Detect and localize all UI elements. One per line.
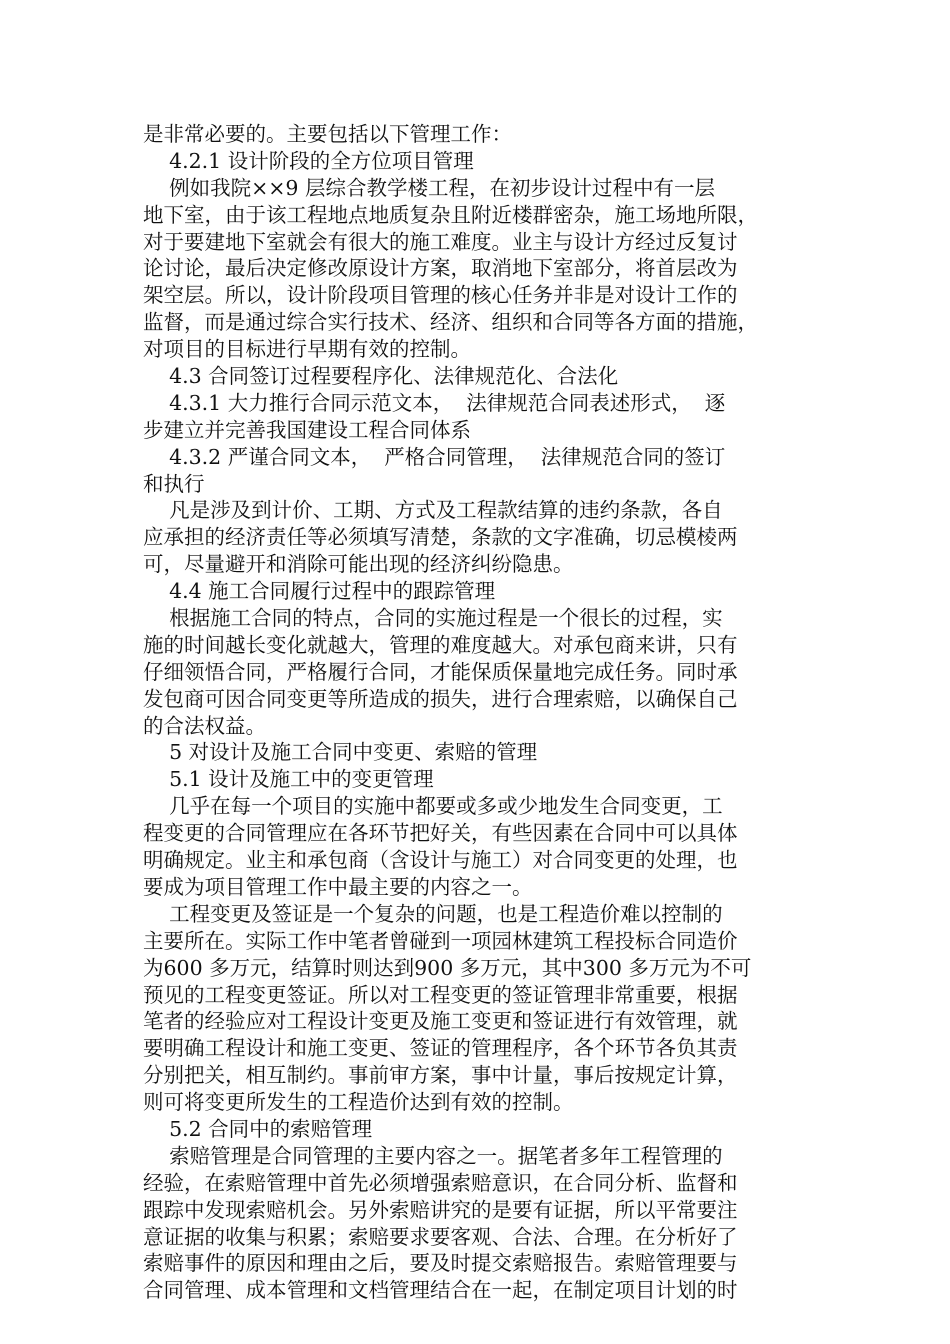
text-line: 步建立并完善我国建设工程合同体系 (143, 417, 471, 442)
text-line: 工程变更及签证是一个复杂的问题，也是工程造价难以控制的 (143, 901, 723, 926)
text-line: 4.3.2 严谨合同文本， 严格合同管理， 法律规范合同的签订 (143, 444, 726, 469)
text-line: 几乎在每一个项目的实施中都要或多或少地发生合同变更，工 (143, 794, 723, 819)
text-line: 合同管理、成本管理和文档管理结合在一起，在制定项目计划的时 (143, 1278, 738, 1303)
text-line: 对项目的目标进行早期有效的控制。 (143, 337, 471, 362)
text-line: 地下室，由于该工程地点地质复杂且附近楼群密杂，施工场地所限， (143, 202, 758, 227)
text-line: 为600 多万元，结算时则达到900 多万元，其中300 多万元为不可 (143, 955, 752, 980)
text-line: 则可将变更所发生的工程造价达到有效的控制。 (143, 1090, 574, 1115)
text-line: 经验，在索赔管理中首先必须增强索赔意识，在合同分析、监督和 (143, 1170, 738, 1195)
text-line: 分别把关，相互制约。事前审方案，事中计量，事后按规定计算， (143, 1063, 738, 1088)
text-line: 要明确工程设计和施工变更、签证的管理程序，各个环节各负其责 (143, 1036, 738, 1061)
text-line: 例如我院××9 层综合教学楼工程，在初步设计过程中有一层 (143, 175, 715, 200)
text-line: 主要所在。实际工作中笔者曾碰到一项园林建筑工程投标合同造价 (143, 928, 738, 953)
text-line: 预见的工程变更签证。所以对工程变更的签证管理非常重要，根据 (143, 982, 738, 1007)
text-line: 4.4 施工合同履行过程中的跟踪管理 (143, 579, 496, 604)
text-line: 施的时间越长变化就越大，管理的难度越大。对承包商来讲，只有 (143, 632, 738, 657)
text-line: 是非常必要的。主要包括以下管理工作： (143, 122, 512, 146)
text-line: 笔者的经验应对工程设计变更及施工变更和签证进行有效管理，就 (143, 1009, 738, 1034)
text-line: 仔细领悟合同，严格履行合同，才能保质保量地完成任务。同时承 (143, 659, 738, 684)
text-line: 可，尽量避开和消除可能出现的经济纠纷隐患。 (143, 552, 574, 577)
text-line: 的合法权益。 (143, 713, 266, 738)
text-line: 对于要建地下室就会有很大的施工难度。业主与设计方经过反复讨 (143, 229, 738, 254)
text-line: 根据施工合同的特点，合同的实施过程是一个很长的过程，实 (143, 606, 723, 631)
text-line: 凡是涉及到计价、工期、方式及工程款结算的违约条款，各自 (143, 498, 723, 523)
text-line: 索赔事件的原因和理由之后，要及时提交索赔报告。索赔管理要与 (143, 1251, 738, 1276)
text-line: 发包商可因合同变更等所造成的损失，进行合理索赔，以确保自己 (143, 686, 738, 711)
text-line: 意证据的收集与积累；索赔要求要客观、合法、合理。在分析好了 (143, 1224, 738, 1249)
text-line: 5 对设计及施工合同中变更、索赔的管理 (143, 740, 538, 765)
text-line: 5.1 设计及施工中的变更管理 (143, 767, 434, 792)
text-line: 程变更的合同管理应在各环节把好关，有些因素在合同中可以具体 (143, 821, 738, 846)
text-line: 论讨论，最后决定修改原设计方案，取消地下室部分，将首层改为 (143, 256, 738, 281)
text-line: 索赔管理是合同管理的主要内容之一。据笔者多年工程管理的 (143, 1143, 723, 1168)
text-line: 架空层。所以，设计阶段项目管理的核心任务并非是对设计工作的 (143, 283, 738, 308)
text-line: 4.3 合同签订过程要程序化、法律规范化、合法化 (143, 364, 619, 389)
text-line: 和执行 (143, 471, 205, 496)
document-body-text (143, 121, 807, 1304)
text-line: 监督，而是通过综合实行技术、经济、组织和合同等各方面的措施， (143, 310, 758, 335)
text-line: 4.2.1 设计阶段的全方位项目管理 (143, 148, 474, 173)
text-line: 应承担的经济责任等必须填写清楚，条款的文字准确，切忌模棱两 (143, 525, 738, 550)
text-line: 4.3.1 大力推行合同示范文本， 法律规范合同表述形式， 逐 (143, 390, 726, 415)
text-line: 明确规定。业主和承包商（含设计与施工）对合同变更的处理，也 (143, 848, 738, 873)
text-line: 跟踪中发现索赔机会。另外索赔讲究的是要有证据，所以平常要注 (143, 1197, 738, 1222)
text-line: 5.2 合同中的索赔管理 (143, 1116, 373, 1141)
text-line: 要成为项目管理工作中最主要的内容之一。 (143, 874, 533, 899)
